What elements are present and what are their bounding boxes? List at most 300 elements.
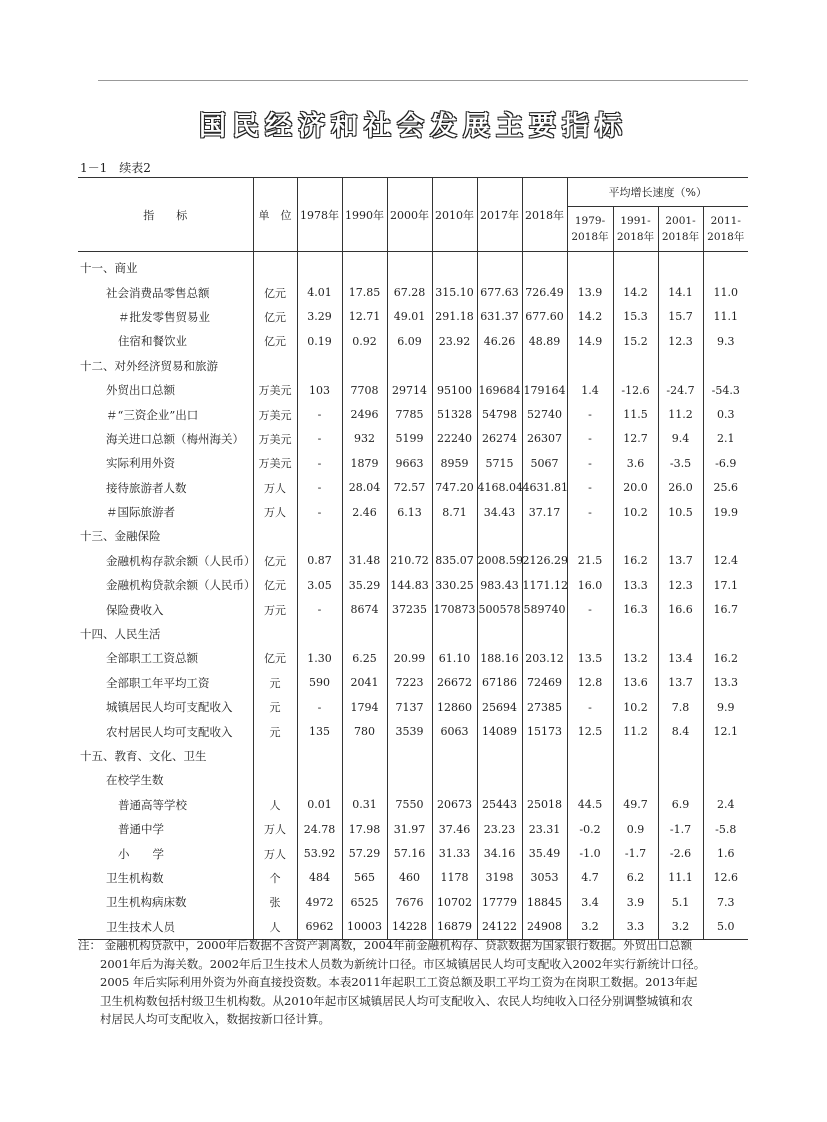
table-row — [78, 817, 748, 841]
header-growth-period-line: 1979- — [574, 215, 606, 227]
rate-cell: 13.3 — [703, 671, 748, 695]
value-cell: 3198 — [477, 866, 522, 890]
indicators-table — [78, 177, 748, 940]
value-cell: 24122 — [477, 915, 522, 940]
row-label: 海关进口总额（梅州海关） — [106, 431, 244, 446]
value-cell — [387, 622, 432, 646]
value-cell — [342, 252, 387, 281]
rate-cell: 4.7 — [567, 866, 613, 890]
value-cell: 7785 — [387, 402, 432, 426]
rate-cell: 12.1 — [703, 719, 748, 743]
rate-cell: 13.7 — [658, 671, 703, 695]
value-cell: 1879 — [342, 451, 387, 475]
value-cell: 67186 — [477, 671, 522, 695]
header-unit: 单 位 — [253, 178, 297, 252]
value-cell: 315.10 — [432, 280, 477, 304]
value-cell: 3.29 — [297, 305, 342, 329]
table-row — [78, 671, 748, 695]
rate-cell: 16.0 — [567, 573, 613, 597]
unit-cell: 个 — [253, 866, 297, 890]
value-cell: 37.46 — [432, 817, 477, 841]
value-cell — [522, 252, 567, 281]
value-cell — [387, 744, 432, 768]
value-cell: 10003 — [342, 915, 387, 940]
rate-cell: 6.9 — [658, 793, 703, 817]
value-cell: 7708 — [342, 378, 387, 402]
value-cell: 589740 — [522, 597, 567, 621]
value-cell: 2008.59 — [477, 549, 522, 573]
header-year: 1990年 — [342, 178, 387, 252]
value-cell — [342, 524, 387, 548]
header-year: 1978年 — [297, 178, 342, 252]
value-cell: 726.49 — [522, 280, 567, 304]
value-cell: 1178 — [432, 866, 477, 890]
rate-cell: - — [567, 695, 613, 719]
top-rule — [98, 80, 748, 81]
value-cell: 35.49 — [522, 841, 567, 865]
row-label: 全部职工年平均工资 — [106, 675, 210, 690]
rate-cell: 13.7 — [658, 549, 703, 573]
value-cell: 28.04 — [342, 476, 387, 500]
value-cell: 677.60 — [522, 305, 567, 329]
value-cell: 6.09 — [387, 329, 432, 353]
table-row — [78, 549, 748, 573]
value-cell: 983.43 — [477, 573, 522, 597]
value-cell — [477, 524, 522, 548]
table-row — [78, 597, 748, 621]
rate-cell: 12.3 — [658, 329, 703, 353]
rate-cell: 12.5 — [567, 719, 613, 743]
rate-cell: 3.2 — [567, 915, 613, 940]
rate-cell — [703, 744, 748, 768]
row-label: ＃批发零售贸易业 — [118, 309, 210, 324]
row-label: 十一、商业 — [80, 261, 138, 276]
rate-cell: 13.3 — [613, 573, 658, 597]
row-label: 十四、人民生活 — [80, 627, 161, 642]
value-cell: 5715 — [477, 451, 522, 475]
table-row — [78, 573, 748, 597]
value-cell — [297, 252, 342, 281]
unit-cell — [253, 744, 297, 768]
rate-cell: 13.9 — [567, 280, 613, 304]
value-cell — [342, 768, 387, 792]
header-growth-period — [567, 207, 613, 252]
table-row — [78, 329, 748, 353]
value-cell: 835.07 — [432, 549, 477, 573]
rate-cell — [613, 768, 658, 792]
value-cell: - — [297, 500, 342, 524]
value-cell — [477, 252, 522, 281]
rate-cell — [567, 622, 613, 646]
value-cell: 67.28 — [387, 280, 432, 304]
row-label: 全部职工工资总额 — [106, 651, 198, 666]
rate-cell — [658, 252, 703, 281]
value-cell: 565 — [342, 866, 387, 890]
rate-cell: 3.2 — [658, 915, 703, 940]
rate-cell: 14.2 — [567, 305, 613, 329]
rate-cell: -6.9 — [703, 451, 748, 475]
rate-cell: 1.4 — [567, 378, 613, 402]
value-cell: 2126.29 — [522, 549, 567, 573]
header-growth-group: 平均增长速度（%） — [567, 178, 748, 207]
value-cell: 29714 — [387, 378, 432, 402]
row-label: 小 学 — [118, 846, 164, 861]
rate-cell: -24.7 — [658, 378, 703, 402]
rate-cell: 11.1 — [703, 305, 748, 329]
header-growth-period-line: 2001- — [665, 215, 696, 227]
value-cell: - — [297, 597, 342, 621]
rate-cell: - — [567, 402, 613, 426]
value-cell: 31.97 — [387, 817, 432, 841]
value-cell: 12860 — [432, 695, 477, 719]
value-cell: 0.92 — [342, 329, 387, 353]
value-cell: 14228 — [387, 915, 432, 940]
value-cell: 49.01 — [387, 305, 432, 329]
table-body — [78, 252, 748, 940]
unit-cell: 亿元 — [253, 549, 297, 573]
footnote-prefix: 注： — [78, 938, 101, 952]
value-cell: 590 — [297, 671, 342, 695]
value-cell: 31.33 — [432, 841, 477, 865]
header-growth-period — [658, 207, 703, 252]
table-row — [78, 768, 748, 792]
value-cell — [387, 524, 432, 548]
table-row — [78, 305, 748, 329]
unit-cell: 亿元 — [253, 280, 297, 304]
header-growth-period — [703, 207, 748, 252]
header-growth-period-line: 2018年 — [707, 231, 745, 243]
rate-cell: 3.9 — [613, 890, 658, 914]
rate-cell: - — [567, 451, 613, 475]
footnote-line: 2005 年后实际利用外资为外商直接投资数。本表2011年起职工工资总额及职工平均工资为在岗职工数据。2013年起 — [100, 975, 698, 989]
unit-cell: 张 — [253, 890, 297, 914]
value-cell — [387, 252, 432, 281]
rate-cell: 0.3 — [703, 402, 748, 426]
value-cell: 14089 — [477, 719, 522, 743]
rate-cell: 19.9 — [703, 500, 748, 524]
rate-cell: 14.1 — [658, 280, 703, 304]
row-label: 普通中学 — [118, 822, 164, 837]
value-cell: 2041 — [342, 671, 387, 695]
rate-cell: 17.1 — [703, 573, 748, 597]
header-year: 2017年 — [477, 178, 522, 252]
rate-cell: 12.7 — [613, 427, 658, 451]
value-cell — [342, 744, 387, 768]
rate-cell: 21.5 — [567, 549, 613, 573]
row-label: 社会消费品零售总额 — [106, 285, 210, 300]
rate-cell: -3.5 — [658, 451, 703, 475]
value-cell: 24908 — [522, 915, 567, 940]
row-label: ＃国际旅游者 — [106, 505, 175, 520]
unit-cell: 元 — [253, 671, 297, 695]
unit-cell: 万美元 — [253, 378, 297, 402]
value-cell: 1171.12 — [522, 573, 567, 597]
rate-cell: 13.4 — [658, 646, 703, 670]
value-cell: 34.43 — [477, 500, 522, 524]
footnote-line: 2001年后为海关数。2002年后卫生技术人员数为新统计口径。市区城镇居民人均可支配收入2002年实行新统计口径。 — [100, 956, 706, 971]
table-row — [78, 378, 748, 402]
value-cell: 17.98 — [342, 817, 387, 841]
value-cell: 460 — [387, 866, 432, 890]
value-cell: 72469 — [522, 671, 567, 695]
rate-cell: 1.6 — [703, 841, 748, 865]
rate-cell — [703, 354, 748, 378]
rate-cell: -12.6 — [613, 378, 658, 402]
table-row — [78, 500, 748, 524]
rate-cell: 0.9 — [613, 817, 658, 841]
header-growth-period — [613, 207, 658, 252]
rate-cell: 12.4 — [703, 549, 748, 573]
rate-cell — [613, 354, 658, 378]
value-cell: 52740 — [522, 402, 567, 426]
value-cell: 20.99 — [387, 646, 432, 670]
row-label: 金融机构存款余额（人民币） — [106, 553, 256, 568]
value-cell: 20673 — [432, 793, 477, 817]
value-cell: 6.25 — [342, 646, 387, 670]
value-cell: 46.26 — [477, 329, 522, 353]
rate-cell — [567, 744, 613, 768]
value-cell: 169684 — [477, 378, 522, 402]
value-cell: 37235 — [387, 597, 432, 621]
value-cell: 3.05 — [297, 573, 342, 597]
row-label: 普通高等学校 — [118, 797, 187, 812]
rate-cell: 7.3 — [703, 890, 748, 914]
rate-cell: 9.4 — [658, 427, 703, 451]
rate-cell: 49.7 — [613, 793, 658, 817]
value-cell: 7676 — [387, 890, 432, 914]
row-label: 十二、对外经济贸易和旅游 — [80, 358, 218, 373]
rate-cell: 14.9 — [567, 329, 613, 353]
value-cell: 4168.04 — [477, 476, 522, 500]
value-cell — [432, 252, 477, 281]
rate-cell — [703, 524, 748, 548]
rate-cell — [703, 252, 748, 281]
row-label: 外贸出口总额 — [106, 383, 175, 398]
unit-cell: 万美元 — [253, 402, 297, 426]
value-cell: 22240 — [432, 427, 477, 451]
value-cell: 17779 — [477, 890, 522, 914]
value-cell: 484 — [297, 866, 342, 890]
value-cell — [477, 768, 522, 792]
value-cell: 780 — [342, 719, 387, 743]
value-cell: 4.01 — [297, 280, 342, 304]
unit-cell: 亿元 — [253, 573, 297, 597]
value-cell — [387, 354, 432, 378]
rate-cell: -1.0 — [567, 841, 613, 865]
value-cell: - — [297, 476, 342, 500]
value-cell: 34.16 — [477, 841, 522, 865]
rate-cell: - — [567, 427, 613, 451]
unit-cell: 万元 — [253, 597, 297, 621]
value-cell: 677.63 — [477, 280, 522, 304]
header-growth-period-line: 2018年 — [571, 231, 609, 243]
rate-cell: -54.3 — [703, 378, 748, 402]
rate-cell: 14.2 — [613, 280, 658, 304]
value-cell: 12.71 — [342, 305, 387, 329]
rate-cell: 11.5 — [613, 402, 658, 426]
value-cell: 37.17 — [522, 500, 567, 524]
rate-cell: 11.2 — [613, 719, 658, 743]
value-cell — [522, 354, 567, 378]
table-row — [78, 427, 748, 451]
rate-cell: 10.2 — [613, 695, 658, 719]
value-cell: 135 — [297, 719, 342, 743]
unit-cell — [253, 354, 297, 378]
unit-cell: 万美元 — [253, 451, 297, 475]
value-cell: 72.57 — [387, 476, 432, 500]
rate-cell: - — [567, 500, 613, 524]
value-cell — [432, 524, 477, 548]
rate-cell: 6.2 — [613, 866, 658, 890]
value-cell: 0.01 — [297, 793, 342, 817]
footnote-line: 卫生机构数包括村级卫生机构数。从2010年起市区城镇居民人均可支配收入、农民人均纯收入口径分别调整城镇和农 — [100, 993, 693, 1008]
value-cell: - — [297, 427, 342, 451]
value-cell: 3053 — [522, 866, 567, 890]
row-label: 卫生机构病床数 — [106, 895, 187, 910]
value-cell — [342, 622, 387, 646]
rate-cell: 3.3 — [613, 915, 658, 940]
table-row — [78, 890, 748, 914]
value-cell: 4631.81 — [522, 476, 567, 500]
unit-cell: 万人 — [253, 500, 297, 524]
value-cell — [297, 354, 342, 378]
value-cell: 9663 — [387, 451, 432, 475]
value-cell — [432, 622, 477, 646]
value-cell: 631.37 — [477, 305, 522, 329]
rate-cell — [567, 524, 613, 548]
value-cell: 144.83 — [387, 573, 432, 597]
unit-cell — [253, 768, 297, 792]
value-cell: 170873 — [432, 597, 477, 621]
value-cell — [297, 622, 342, 646]
value-cell — [297, 744, 342, 768]
value-cell: 6962 — [297, 915, 342, 940]
header-growth-period-line: 2011- — [710, 215, 741, 227]
header-growth-period-line: 2018年 — [661, 231, 700, 243]
value-cell: 23.23 — [477, 817, 522, 841]
rate-cell: 5.0 — [703, 915, 748, 940]
value-cell: 7550 — [387, 793, 432, 817]
value-cell: - — [297, 451, 342, 475]
rate-cell: 10.2 — [613, 500, 658, 524]
value-cell: 103 — [297, 378, 342, 402]
value-cell: 48.89 — [522, 329, 567, 353]
rate-cell — [567, 354, 613, 378]
value-cell: 5199 — [387, 427, 432, 451]
rate-cell: 8.4 — [658, 719, 703, 743]
value-cell — [522, 622, 567, 646]
rate-cell — [613, 622, 658, 646]
value-cell: 6525 — [342, 890, 387, 914]
unit-cell: 亿元 — [253, 329, 297, 353]
rate-cell — [613, 252, 658, 281]
footnote-line: 金融机构贷款中，2000年后数据不含资产剥离数，2004年前金融机构存、贷款数据为国家银行数据。外贸出口总额 — [104, 938, 693, 952]
rate-cell — [703, 622, 748, 646]
rate-cell: - — [567, 476, 613, 500]
rate-cell: 16.2 — [613, 549, 658, 573]
value-cell: 8.71 — [432, 500, 477, 524]
header-year: 2000年 — [387, 178, 432, 252]
value-cell: 1.30 — [297, 646, 342, 670]
value-cell: 6.13 — [387, 500, 432, 524]
value-cell: 25443 — [477, 793, 522, 817]
value-cell: 57.29 — [342, 841, 387, 865]
rate-cell — [613, 744, 658, 768]
value-cell: 35.29 — [342, 573, 387, 597]
header-year: 2018年 — [522, 178, 567, 252]
value-cell: 95100 — [432, 378, 477, 402]
value-cell — [477, 622, 522, 646]
value-cell — [432, 354, 477, 378]
value-cell: 25694 — [477, 695, 522, 719]
value-cell: 7137 — [387, 695, 432, 719]
value-cell — [522, 524, 567, 548]
unit-cell — [253, 252, 297, 281]
row-label: 城镇居民人均可支配收入 — [106, 700, 233, 715]
rate-cell: 15.2 — [613, 329, 658, 353]
value-cell — [432, 768, 477, 792]
page-title: 国民经济和社会发展主要指标 — [199, 111, 628, 142]
rate-cell: 11.2 — [658, 402, 703, 426]
rate-cell: 12.6 — [703, 866, 748, 890]
row-label: 实际利用外资 — [106, 456, 175, 471]
rate-cell — [658, 524, 703, 548]
rate-cell — [658, 622, 703, 646]
table-row — [78, 476, 748, 500]
rate-cell: -1.7 — [613, 841, 658, 865]
row-label: 在校学生数 — [106, 773, 164, 788]
row-label: 十五、教育、文化、卫生 — [80, 749, 207, 763]
value-cell — [522, 744, 567, 768]
value-cell: 10702 — [432, 890, 477, 914]
rate-cell: 12.3 — [658, 573, 703, 597]
row-label: 住宿和餐饮业 — [118, 334, 187, 349]
value-cell: 25018 — [522, 793, 567, 817]
rate-cell: 16.3 — [613, 597, 658, 621]
row-label: 保险费收入 — [106, 602, 164, 617]
footnote — [78, 936, 750, 1029]
row-label: 接待旅游者人数 — [106, 480, 187, 495]
section-row — [78, 354, 748, 378]
table-row — [78, 793, 748, 817]
value-cell: 7223 — [387, 671, 432, 695]
value-cell: 26672 — [432, 671, 477, 695]
header-growth-period-line: 2018年 — [616, 231, 655, 243]
row-label: 卫生机构数 — [106, 870, 164, 885]
header-growth-period-line: 1991- — [620, 215, 651, 227]
rate-cell: 13.6 — [613, 671, 658, 695]
value-cell: 0.87 — [297, 549, 342, 573]
rate-cell: 26.0 — [658, 476, 703, 500]
row-label: 农村居民人均可支配收入 — [106, 724, 233, 739]
value-cell: 26274 — [477, 427, 522, 451]
value-cell: 26307 — [522, 427, 567, 451]
value-cell: 0.31 — [342, 793, 387, 817]
rate-cell: 5.1 — [658, 890, 703, 914]
rate-cell: -5.8 — [703, 817, 748, 841]
value-cell — [432, 744, 477, 768]
value-cell: 6063 — [432, 719, 477, 743]
value-cell: 16879 — [432, 915, 477, 940]
rate-cell: 25.6 — [703, 476, 748, 500]
value-cell: 8959 — [432, 451, 477, 475]
unit-cell: 元 — [253, 719, 297, 743]
unit-cell: 万人 — [253, 841, 297, 865]
unit-cell — [253, 622, 297, 646]
rate-cell: 44.5 — [567, 793, 613, 817]
unit-cell: 亿元 — [253, 646, 297, 670]
rate-cell: 16.6 — [658, 597, 703, 621]
